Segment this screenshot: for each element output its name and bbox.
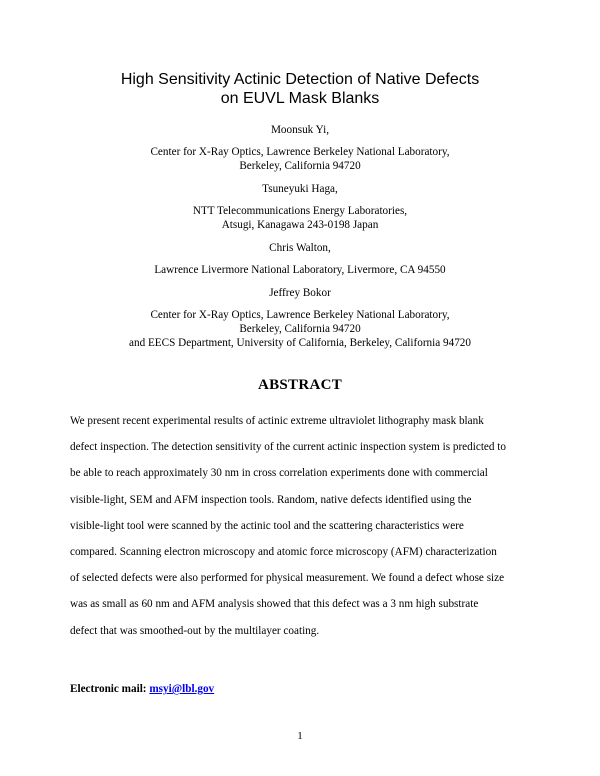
author-name: Moonsuk Yi,	[270, 124, 330, 136]
abstract-line: defect inspection. The detection sensitivity of the current actinic inspection system is predicted to	[70, 441, 506, 454]
author-affiliation: NTT Telecommunications Energy Laboratories,	[192, 205, 408, 217]
email-link[interactable]: msyi@lbl.gov	[149, 683, 215, 695]
paper-title	[60, 70, 540, 108]
abstract-line: of selected defects were also performed for physical measurement. We found a defect whose size	[70, 572, 505, 585]
author-affiliation: and EECS Department, University of California, Berkeley, California 94720	[129, 337, 471, 349]
abstract-heading: ABSTRACT	[257, 377, 343, 393]
author-name: Chris Walton,	[269, 242, 331, 254]
author-name: Jeffrey Bokor	[269, 287, 331, 299]
contact-email	[70, 682, 214, 696]
abstract-line: visible-light, SEM and AFM inspection tools. Random, native defects identified using the	[70, 493, 472, 506]
author-affiliation: Atsugi, Kanagawa 243-0198 Japan	[221, 219, 379, 231]
author-block-2	[40, 182, 560, 232]
abstract-line: We present recent experimental results of actinic extreme ultraviolet lithography mask blank	[70, 415, 484, 427]
abstract-body	[70, 408, 540, 644]
abstract-line: be able to reach approximately 30 nm in cross correlation experiments done with commercial	[70, 467, 488, 480]
author-name: Tsuneyuki Haga,	[262, 183, 338, 195]
email-label: Electronic mail:	[70, 683, 147, 695]
abstract-line: was as small as 60 nm and AFM analysis showed that this defect was a 3 nm high substrate	[70, 598, 479, 611]
author-affiliation: Center for X-Ray Optics, Lawrence Berkeley National Laboratory,	[150, 309, 450, 321]
abstract-line: compared. Scanning electron microscopy and atomic force microscopy (AFM) characterization	[70, 546, 497, 559]
author-block-4	[40, 286, 560, 350]
author-affiliation: Lawrence Livermore National Laboratory, Livermore, CA 94550	[154, 264, 446, 276]
author-affiliation: Center for X-Ray Optics, Lawrence Berkeley National Laboratory,	[150, 146, 450, 158]
abstract-line: defect that was smoothed-out by the multilayer coating.	[70, 624, 320, 637]
title-line-2: on EUVL Mask Blanks	[220, 90, 380, 107]
author-affiliation: Berkeley, California 94720	[239, 160, 361, 172]
page-number: 1	[297, 730, 303, 742]
abstract-line: visible-light tool were scanned by the actinic tool and the scattering characteristics were	[70, 519, 464, 532]
author-block-1	[40, 123, 560, 173]
title-line-1: High Sensitivity Actinic Detection of Native Defects	[120, 71, 480, 88]
author-affiliation: Berkeley, California 94720	[239, 323, 361, 335]
author-block-3	[40, 241, 560, 277]
author-list	[40, 123, 560, 350]
